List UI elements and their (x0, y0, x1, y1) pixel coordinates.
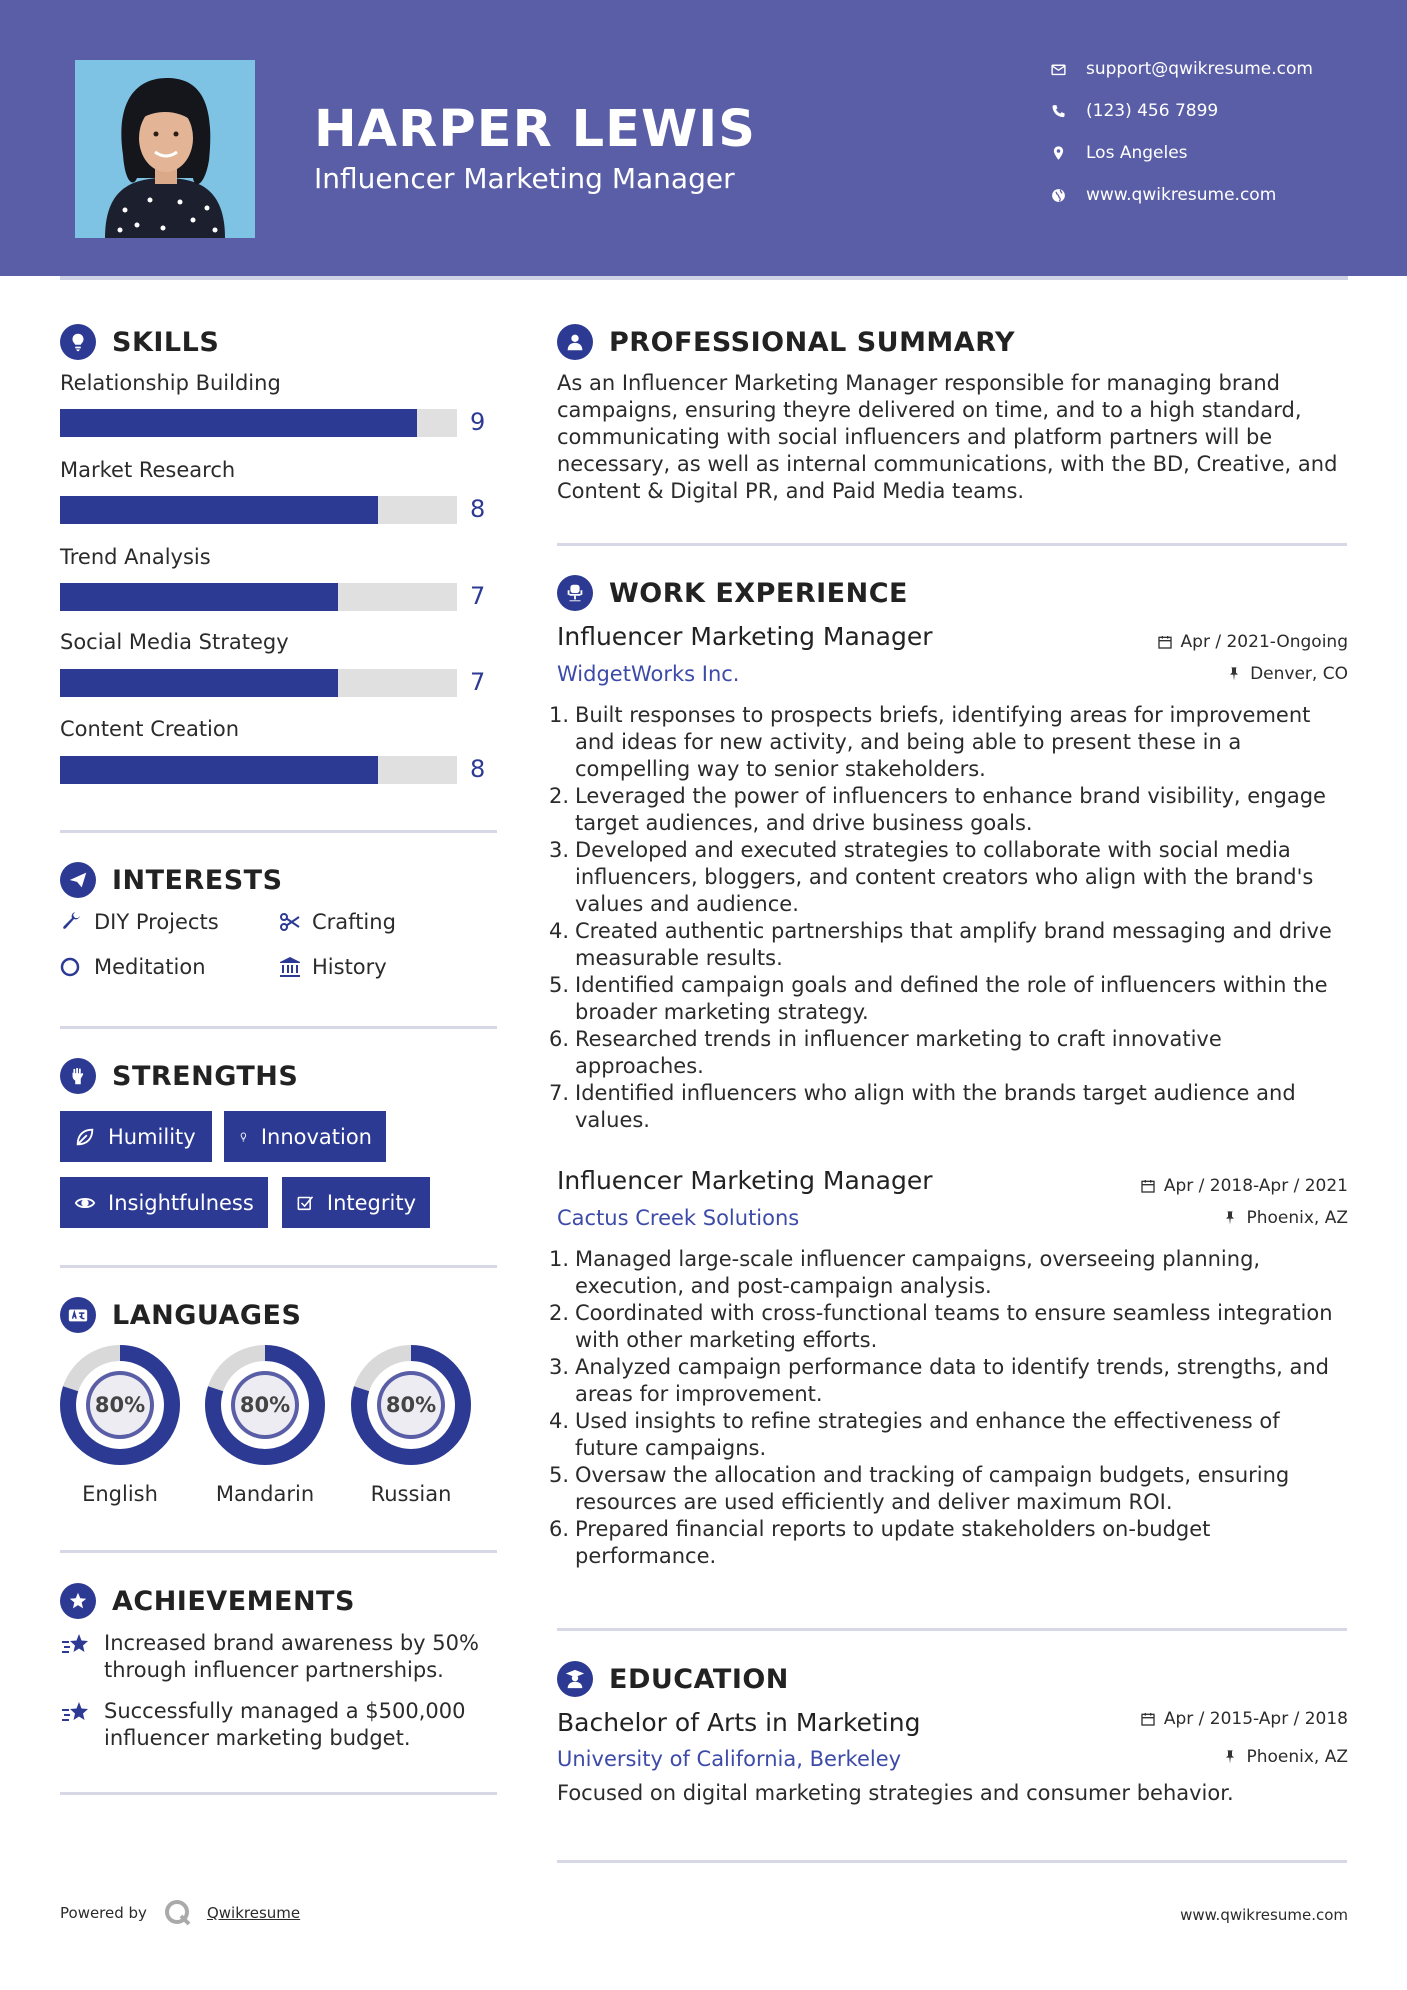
education-description: Focused on digital marketing strategies and consumer behavior. (557, 1781, 1234, 1805)
skill-label: Trend Analysis (60, 545, 211, 569)
strength-chip (282, 1177, 430, 1228)
language-item (350, 1344, 472, 1506)
graduate-icon (557, 1661, 593, 1697)
skills-heading (60, 324, 219, 360)
eye-icon (74, 1192, 96, 1214)
list-item: 7. Identified influencers who align with the brands target audience and values. (549, 1081, 1296, 1132)
globe-icon (1050, 187, 1086, 204)
shooting-star-icon (60, 1700, 92, 1728)
section-divider (60, 830, 497, 833)
profile-photo (75, 60, 255, 238)
pushpin-icon (1226, 666, 1242, 682)
contact-website[interactable] (1050, 185, 1276, 205)
lightbulb-icon (60, 324, 96, 360)
list-item: 4. Used insights to refine strategies and enhance the effectiveness of future campaigns. (549, 1409, 1280, 1460)
circle-icon (60, 955, 84, 979)
calendar-icon (1140, 1178, 1156, 1194)
interests-heading (60, 862, 283, 898)
office-chair-icon (557, 575, 593, 611)
qwikresume-logo-icon (163, 1898, 193, 1928)
skill-label: Relationship Building (60, 371, 281, 395)
strength-label: Integrity (326, 1190, 416, 1215)
education-title: EDUCATION (609, 1663, 789, 1695)
language-name: Mandarin (215, 1482, 315, 1506)
language-percent: 80% (94, 1393, 146, 1417)
skill-value: 9 (470, 408, 486, 436)
skill-bar-fill (60, 756, 378, 784)
company-name[interactable]: WidgetWorks Inc. (557, 662, 740, 686)
achievement-item (60, 1630, 500, 1684)
degree-title: Bachelor of Arts in Marketing (557, 1708, 921, 1737)
job-title: Influencer Marketing Manager (557, 622, 933, 651)
job-dates (1140, 1176, 1348, 1196)
list-item: 5. Identified campaign goals and defined the role of influencers within the broader marketing strategy. (549, 973, 1328, 1024)
section-divider (60, 1792, 497, 1795)
language-percent: 80% (239, 1393, 291, 1417)
job-dates-text: Apr / 2021-Ongoing (1180, 632, 1348, 652)
achievements-heading (60, 1583, 355, 1619)
location-text: Los Angeles (1086, 143, 1188, 163)
list-item: 5. Oversaw the allocation and tracking of campaign budgets, ensuring resources are used efficiently and deliver maximum ROI. (549, 1463, 1290, 1514)
language-name: Russian (370, 1482, 452, 1506)
job-location-text: Phoenix, AZ (1246, 1208, 1348, 1228)
list-item: 4. Created authentic partnerships that amplify brand messaging and drive measurable results. (549, 919, 1332, 970)
skill-label: Content Creation (60, 717, 240, 741)
map-pin-icon (1050, 145, 1086, 162)
experience-title: WORK EXPERIENCE (609, 577, 908, 609)
job-title: Influencer Marketing Manager (557, 1166, 933, 1195)
section-divider (60, 1026, 497, 1029)
section-divider (557, 543, 1347, 546)
calendar-icon (1140, 1711, 1156, 1727)
skill-bar-fill (60, 669, 338, 697)
interest-label: History (312, 955, 387, 979)
brand-link[interactable]: Qwikresume (206, 1904, 301, 1922)
envelope-icon (1050, 61, 1086, 78)
contact-email[interactable] (1050, 59, 1313, 79)
leaf-icon (74, 1126, 96, 1148)
skill-bar-fill (60, 583, 338, 611)
strength-chip (60, 1111, 212, 1162)
powered-by-text: Powered by (60, 1904, 147, 1922)
list-item: 2. Leveraged the power of influencers to enhance brand visibility, engage target audiences, and drive business goals. (549, 784, 1326, 835)
language-name: English (82, 1482, 158, 1506)
skill-value: 8 (470, 755, 486, 783)
skill-bar-fill (60, 496, 378, 524)
shooting-star-icon (60, 1632, 92, 1660)
calendar-icon (1157, 634, 1173, 650)
section-divider (60, 1550, 497, 1553)
summary-title: PROFESSIONAL SUMMARY (609, 326, 1016, 358)
language-percent: 80% (385, 1393, 437, 1417)
interest-label: Meditation (94, 955, 206, 979)
job-dates (1157, 632, 1348, 652)
achievement-item (60, 1698, 500, 1752)
interest-item (278, 910, 396, 934)
school-name[interactable]: University of California, Berkeley (557, 1747, 902, 1771)
achievements-title: ACHIEVEMENTS (112, 1585, 355, 1617)
skill-value: 7 (470, 668, 486, 696)
skill-bar-track (60, 496, 457, 524)
contact-location (1050, 143, 1188, 163)
candidate-role: Influencer Marketing Manager (314, 162, 735, 195)
summary-heading (557, 324, 1015, 360)
list-item: 6. Researched trends in influencer marketing to craft innovative approaches. (549, 1027, 1222, 1078)
skill-label: Social Media Strategy (60, 630, 289, 654)
company-name[interactable]: Cactus Creek Solutions (557, 1206, 800, 1230)
portrait-image (75, 60, 255, 238)
museum-icon (278, 955, 302, 979)
strengths-title: STRENGTHS (112, 1060, 299, 1092)
education-location (1222, 1747, 1348, 1767)
skill-bar-fill (60, 409, 417, 437)
interest-item (60, 955, 206, 979)
section-divider (557, 1860, 1347, 1863)
email-text: support@qwikresume.com (1086, 59, 1313, 79)
language-donut (204, 1344, 326, 1466)
raised-fist-icon (60, 1058, 96, 1094)
job-location-text: Denver, CO (1250, 664, 1348, 684)
section-divider (60, 1265, 497, 1268)
translate-icon (60, 1297, 96, 1333)
education-location-text: Phoenix, AZ (1246, 1747, 1348, 1767)
lightbulb-outline-icon (238, 1126, 249, 1148)
pushpin-icon (1222, 1749, 1238, 1765)
skill-bar-track (60, 583, 457, 611)
strengths-heading (60, 1058, 298, 1094)
job-dates-text: Apr / 2018-Apr / 2021 (1163, 1176, 1348, 1196)
wrench-icon (60, 910, 84, 934)
job-bullets (549, 702, 1347, 1134)
interests-title: INTERESTS (112, 864, 283, 896)
list-item: 6. Prepared financial reports to update stakeholders on-budget performance. (549, 1517, 1211, 1568)
interest-item (60, 910, 219, 934)
job-location (1222, 1208, 1348, 1228)
list-item: 3. Analyzed campaign performance data to identify trends, strengths, and areas for improvement. (549, 1355, 1329, 1406)
user-icon (557, 324, 593, 360)
education-dates (1140, 1709, 1348, 1729)
summary-text: As an Influencer Marketing Manager responsible for managing brand campaigns, ensuring theyre delivered on time, and to a high standard, communicating with social influencers and platform partners will be necessary, as well as internal communications, with the BD, Creative, and Content & Digital PR, and Paid Media teams. (557, 371, 1338, 503)
list-item: 1. Built responses to prospects briefs, identifying areas for improvement and ideas for new activity, and being able to present these in a compelling way to senior stakeholders. (549, 703, 1311, 781)
languages-heading (60, 1297, 301, 1333)
skill-label: Market Research (60, 458, 236, 482)
language-item (59, 1344, 181, 1506)
achievement-text: Increased brand awareness by 50% through influencer partnerships. (104, 1631, 479, 1682)
list-item: 3. Developed and executed strategies to collaborate with social media influencers, bloggers, and content creators who align with the brand's values and audience. (549, 838, 1314, 916)
phone-text: (123) 456 7899 (1086, 101, 1219, 121)
section-divider (557, 1628, 1347, 1631)
language-item (204, 1344, 326, 1506)
list-item: 2. Coordinated with cross-functional teams to ensure seamless integration with other marketing efforts. (549, 1301, 1333, 1352)
languages-title: LANGUAGES (112, 1299, 302, 1331)
interest-label: Crafting (312, 910, 396, 934)
paper-plane-icon (60, 862, 96, 898)
checkbox-icon (296, 1192, 315, 1214)
resume-header (0, 0, 1407, 276)
footer-powered-by (60, 1898, 300, 1928)
skill-value: 7 (470, 582, 486, 610)
header-divider (60, 276, 1348, 280)
list-item: 1. Managed large-scale influencer campaigns, overseeing planning, execution, and post-campaign analysis. (549, 1247, 1261, 1298)
pushpin-icon (1222, 1210, 1238, 1226)
website-text: www.qwikresume.com (1086, 185, 1277, 205)
phone-icon (1050, 103, 1086, 120)
strength-chip (60, 1177, 268, 1228)
job-location (1226, 664, 1348, 684)
contact-phone[interactable] (1050, 101, 1218, 121)
candidate-name: HARPER LEWIS (314, 100, 756, 159)
strength-label: Innovation (260, 1124, 372, 1149)
experience-heading (557, 575, 908, 611)
achievement-text: Successfully managed a $500,000 influencer marketing budget. (104, 1699, 466, 1750)
strength-chip (224, 1111, 386, 1162)
strength-label: Humility (108, 1124, 196, 1149)
footer-website[interactable]: www.qwikresume.com (1180, 1906, 1348, 1924)
skills-title: SKILLS (112, 326, 220, 358)
skill-bar-track (60, 669, 457, 697)
language-donut (59, 1344, 181, 1466)
education-dates-text: Apr / 2015-Apr / 2018 (1163, 1709, 1348, 1729)
strength-label: Insightfulness (108, 1190, 254, 1215)
language-donut (350, 1344, 472, 1466)
interest-item (278, 955, 387, 979)
interest-label: DIY Projects (94, 910, 219, 934)
skill-value: 8 (470, 495, 486, 523)
star-badge-icon (60, 1583, 96, 1619)
job-bullets (549, 1246, 1347, 1570)
education-heading (557, 1661, 789, 1697)
skill-bar-track (60, 756, 457, 784)
skill-bar-track (60, 409, 457, 437)
scissors-icon (278, 910, 302, 934)
